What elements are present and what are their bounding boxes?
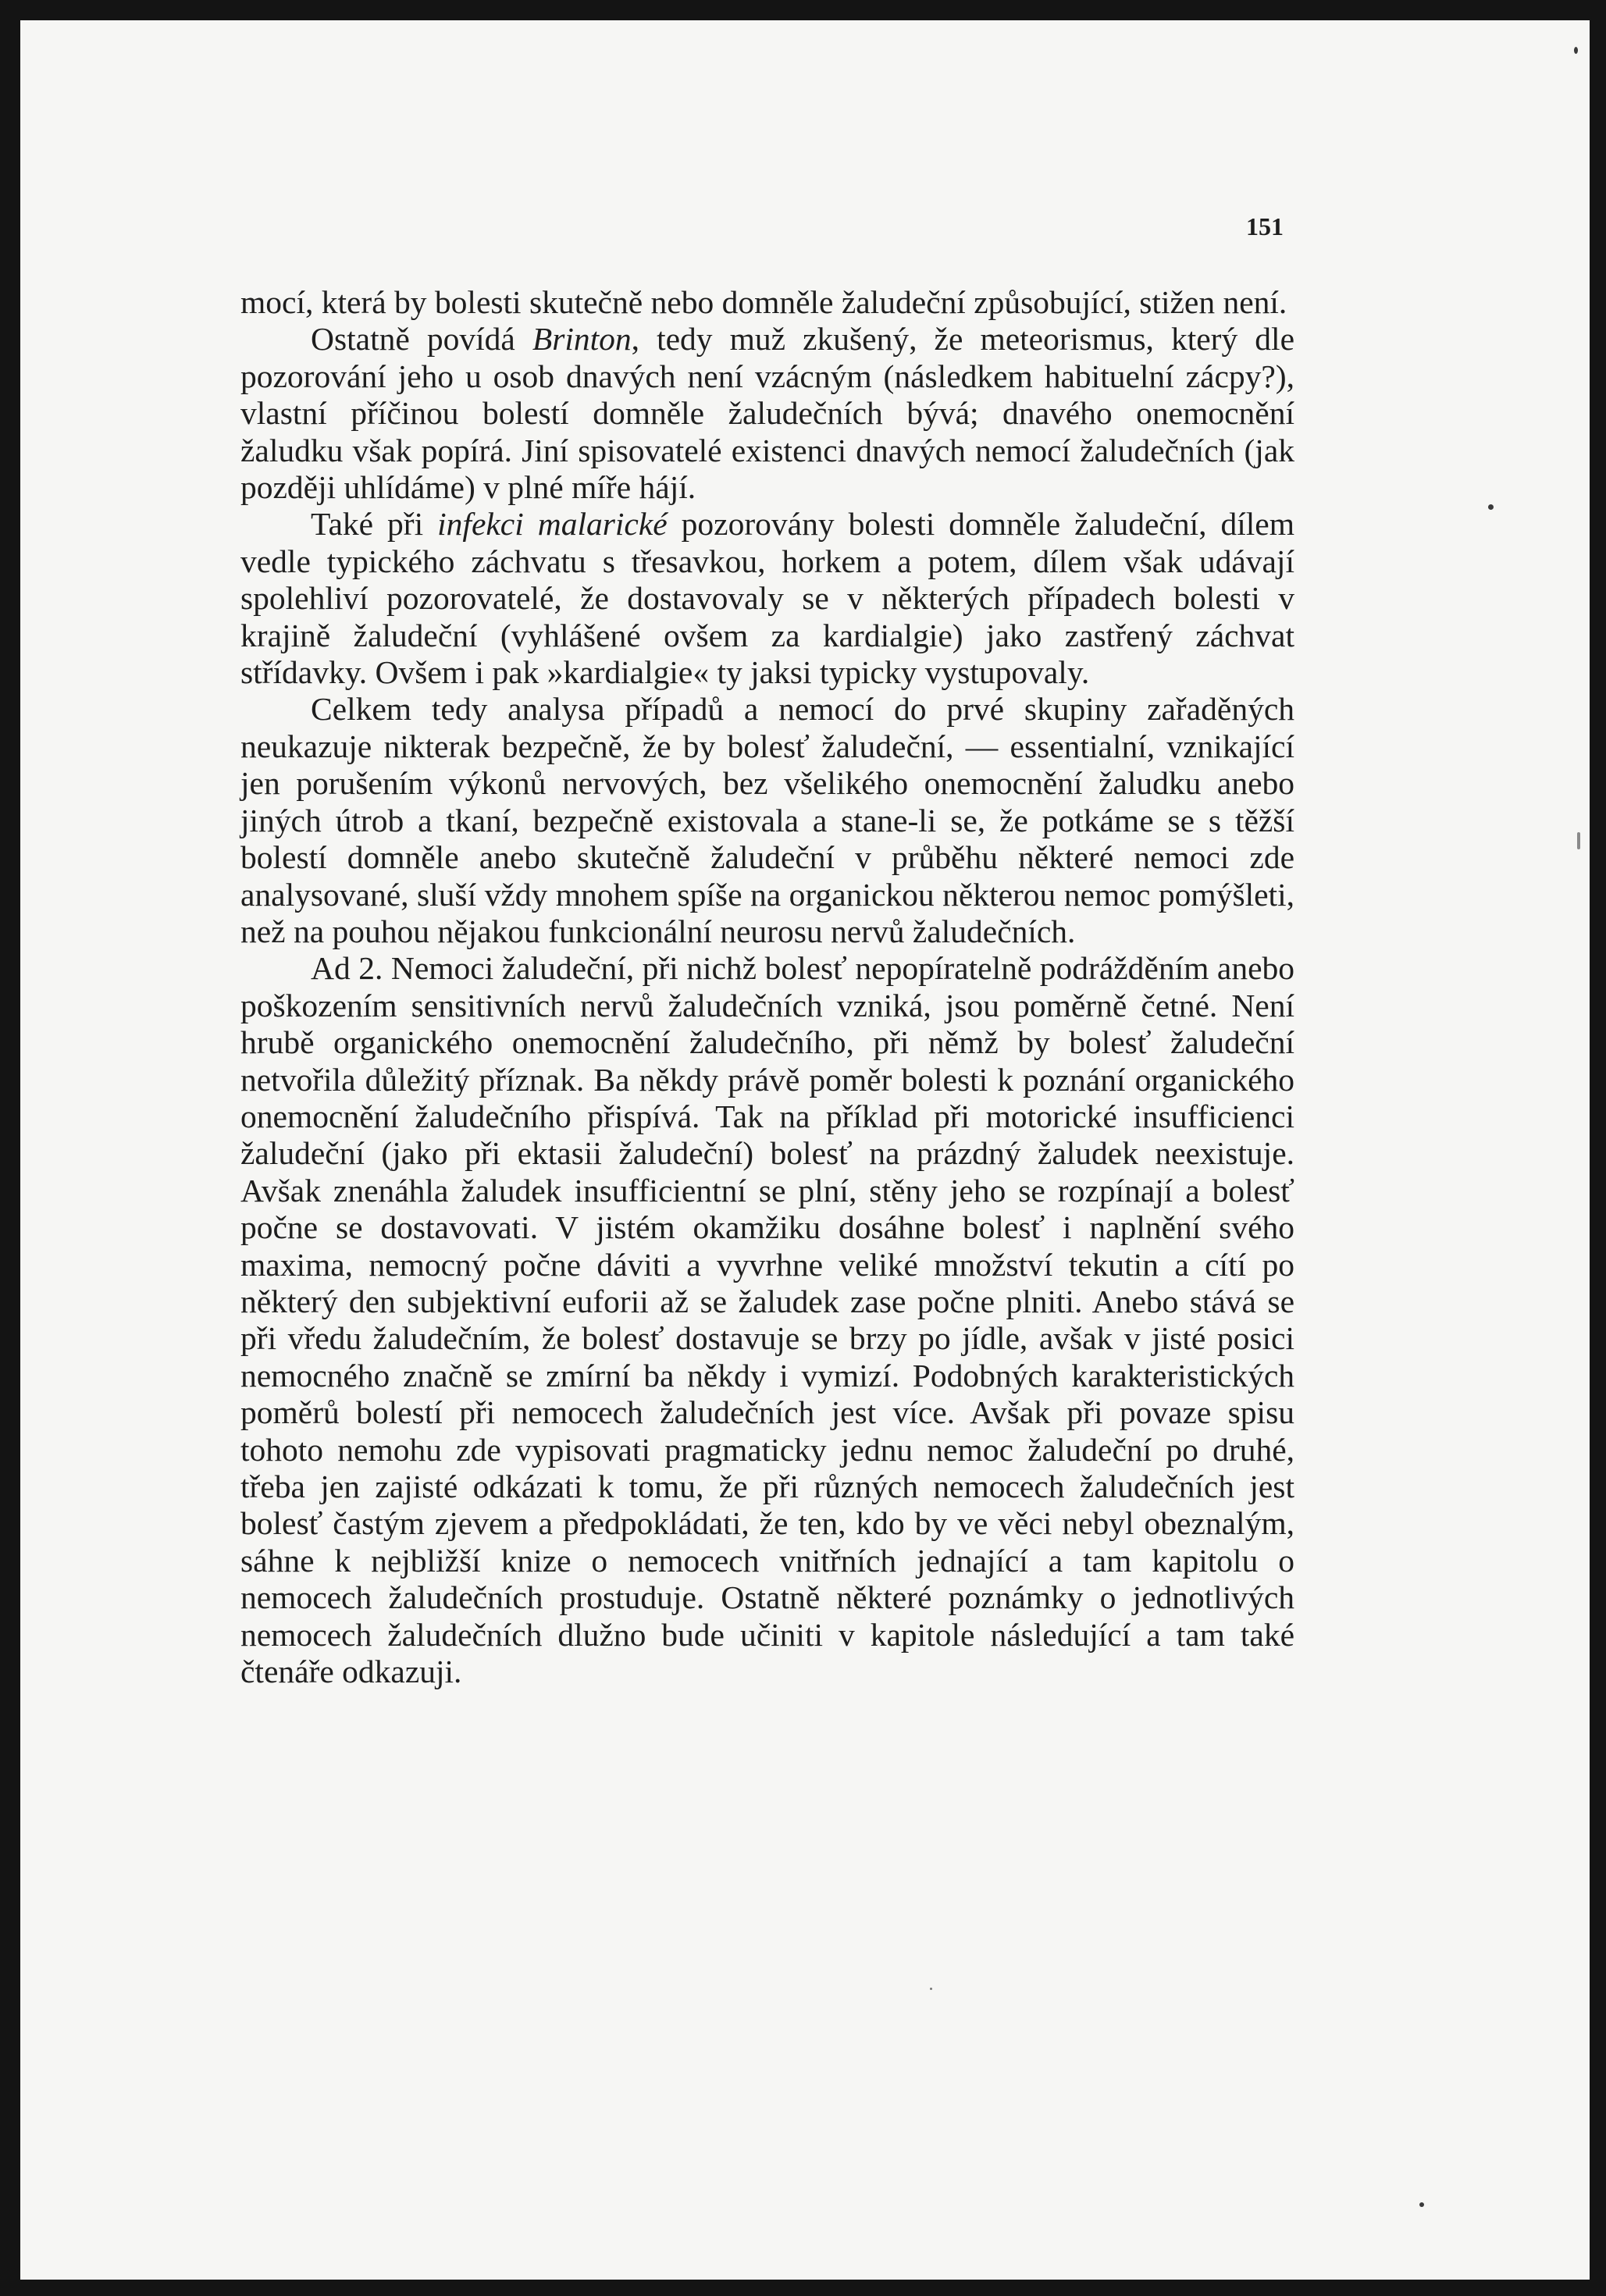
scan-speck [1419, 2202, 1424, 2207]
paragraph-2 [240, 321, 1294, 506]
paragraph-5-text: Ad 2. Nemoci žaludeční, při nichž bolesť nepopíratelně podrážděním anebo poškozením sensitivních nervů žaludečních vzniká, jsou poměrně četné. Není hrubě organického onemocnění žaludečního, při němž by bolesť žaludeční netvořila důležitý příznak. Ba někdy právě poměr bolesti k poznání organického onemocnění žaludečního přispívá. Tak na příklad při motorické insufficienci žaludeční (jako při ektasii žaludeční) bolesť na prázdný žaludek neexistuje. Avšak znenáhla žaludek insufficientní se plní, stěny jeho se rozpínají a bolesť počne se dostavovati. V jistém okamžiku dosáhne bolesť i naplnění svého maxima, nemocný počne dáviti a vyvrhne veliké množství tekutin a cítí po některý den subjektivní euforii až se žaludek zase počne plniti. Anebo stává se při vředu žaludečním, že bolesť dostavuje se brzy po jídle, avšak v jisté posici nemocného značně se zmírní ba někdy i vymizí. Podobných karakteristických poměrů bolestí při nemocech žaludečních jest více. Avšak při povaze spisu tohoto nemohu zde vypisovati pragmaticky jednu nemoc žaludeční po druhé, třeba jen zajisté odkázati k tomu, že při různých nemocech žaludečních jest bolesť častým zjevem a předpokládati, že ten, kdo by ve věci nebyl obeznalým, sáhne k nejbližší knize o nemocech vnitřních jednající a tam kapitolu o nemocech žaludečních prostuduje. Ostatně některé poznámky o jednotlivých nemocech žaludečních dlužno bude učiniti v kapitole následující a tam také čtenáře odkazuji. [240, 950, 1294, 1690]
scan-speck [930, 1988, 932, 1990]
book-page [20, 20, 1590, 2280]
paragraph-4-text: Celkem tedy analysa případů a nemocí do prvé skupiny zařaděných neukazuje nikterak bezpečně, že by bolesť žaludeční, — essentialní, vznikající jen porušením výkonů nervových, bez všelikého onemocnění žaludku anebo jiných útrob a tkaní, bezpečně existovala a stane-li se, že potkáme se s těžší bolestí domněle anebo skutečně žaludeční v průběhu některé nemoci zde analysované, sluší vždy mnohem spíše na organickou některou nemoc pomýšleti, než na pouhou nějakou funkcionální neurosu nervů žaludečních. [240, 691, 1294, 949]
paragraph-1-text: mocí, která by bolesti skutečně nebo domněle žaludeční způsobující, stižen není. [240, 284, 1287, 320]
author-name-brinton: Brinton [532, 321, 632, 358]
paragraph-4 [240, 691, 1294, 950]
paragraph-2-text-b: , tedy muž zkušený, že meteorismus, který dle pozorování jeho u osob dnavých není vzácným (následkem habituelní zácpy?), vlastní příčinou bolestí domněle žaludečních bývá; dnavého onemocnění žaludku však popírá. Jiní spisovatelé existenci dnavých nemocí žaludečních (jak později uhlídáme) v plné míře hájí. [240, 321, 1294, 506]
term-infekci-malarick: infekci malarické [437, 506, 668, 543]
body-text [240, 284, 1294, 1690]
paragraph-5 [240, 950, 1294, 1690]
paragraph-2-text-a: Ostatně povídá [311, 321, 532, 358]
page-number: 151 [1246, 212, 1284, 240]
paragraph-3-text-a: Také při [311, 506, 438, 543]
scan-speck [1488, 504, 1494, 510]
paragraph-3 [240, 506, 1294, 691]
paragraph-1 [240, 284, 1294, 321]
scan-speck [1577, 832, 1580, 849]
paragraph-3-text-b: pozorovány bolesti domněle žaludeční, dílem vedle typického záchvatu s třesavkou, horkem a potem, dílem však udávají spolehliví pozorovatelé, že dostavovaly se v některých případech bolesti v krajině žaludeční (vyhlášené ovšem za kardialgie) jako zastřený záchvat střídavky. Ovšem i pak »kardialgie« ty jaksi typicky vystupovaly. [240, 506, 1295, 691]
scan-speck [1574, 47, 1578, 54]
